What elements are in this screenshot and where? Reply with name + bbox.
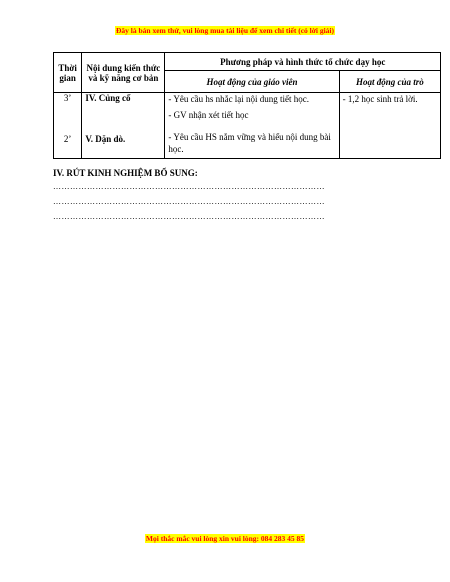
section-title: IV. RÚT KINH NGHIỆM BỔ SUNG: [53, 168, 198, 178]
teacher-item: - Yêu cầu hs nhắc lại nội dung tiết học. [168, 94, 310, 104]
header-student-activity: Hoạt động của trò [339, 71, 440, 93]
lesson-plan-table [53, 52, 441, 159]
time-value: 3’ [63, 93, 72, 103]
time-value: 2’ [63, 134, 72, 144]
student-item: - 1,2 học sinh trả lời. [342, 94, 418, 104]
time-cell [54, 93, 82, 159]
dotted-line: …………………………………………………………………………………… [53, 182, 325, 191]
header-time: Thời gian [54, 53, 82, 93]
preview-banner: Đây là bản xem thử, vui lòng mua tài liệu để xem chi tiết (có lời giải) [115, 26, 335, 35]
header-content: Nội dung kiến thức và kỹ năng cơ bản [82, 53, 165, 93]
dotted-line: …………………………………………………………………………………… [53, 212, 325, 221]
content-title: V. Dặn dò. [85, 134, 126, 144]
header-method: Phương pháp và hình thức tổ chức dạy học [165, 53, 441, 71]
content-cell [82, 93, 165, 159]
teacher-cell [165, 93, 339, 159]
contact-banner: Mọi thắc mắc vui lòng xin vui lòng: 084 283 45 85 [145, 534, 305, 543]
teacher-item: - GV nhận xét tiết học [168, 110, 249, 120]
teacher-item: - Yêu cầu HS nắm vững và hiểu nội dung bài học. [168, 132, 331, 154]
content-title: IV. Củng cố [85, 93, 131, 103]
dotted-line: …………………………………………………………………………………… [53, 197, 325, 206]
header-teacher-activity: Hoạt động của giáo viên [165, 71, 339, 93]
student-cell [339, 93, 440, 159]
table-row [54, 93, 441, 159]
